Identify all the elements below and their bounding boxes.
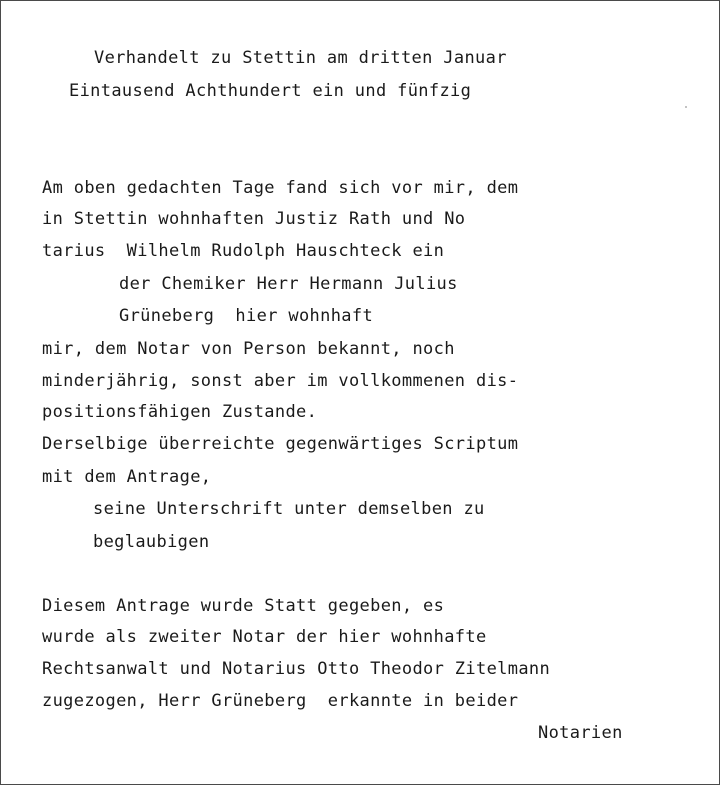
paragraph1-line-4: der Chemiker Herr Hermann Julius [119, 274, 458, 294]
paragraph2-line-5: Notarien [538, 723, 623, 743]
paragraph1-line-11: seine Unterschrift unter demselben zu [93, 499, 485, 519]
paragraph1-line-6: mir, dem Notar von Person bekannt, noch [42, 339, 455, 359]
paragraph2-line-1: Diesem Antrage wurde Statt gegeben, es [42, 596, 445, 616]
paragraph1-line-2: in Stettin wohnhaften Justiz Rath und No [42, 209, 466, 229]
paragraph1-line-7: minderjährig, sonst aber im vollkommenen dis- [42, 371, 519, 391]
paragraph2-line-4: zugezogen, Herr Grüneberg erkannte in beider [42, 691, 519, 711]
heading-line-1: Verhandelt zu Stettin am dritten Januar [94, 48, 507, 68]
paragraph1-line-3: tarius Wilhelm Rudolph Hauschteck ein [42, 241, 445, 261]
heading-line-2: Eintausend Achthundert ein und fünfzig [69, 81, 472, 101]
paragraph2-line-2: wurde als zweiter Notar der hier wohnhafte [42, 627, 487, 647]
paragraph2-line-3: Rechtsanwalt und Notarius Otto Theodor Zitelmann [42, 659, 551, 679]
paragraph1-line-9: Derselbige überreichte gegenwärtiges Scriptum [42, 434, 519, 454]
paragraph1-line-12: beglaubigen [93, 532, 210, 552]
paragraph1-line-1: Am oben gedachten Tage fand sich vor mir, dem [42, 178, 519, 198]
paragraph1-line-10: mit dem Antrage, [42, 467, 212, 487]
paragraph1-line-8: positionsfähigen Zustande. [42, 402, 318, 422]
paper-speck [685, 106, 687, 108]
paragraph1-line-5: Grüneberg hier wohnhaft [119, 306, 374, 326]
